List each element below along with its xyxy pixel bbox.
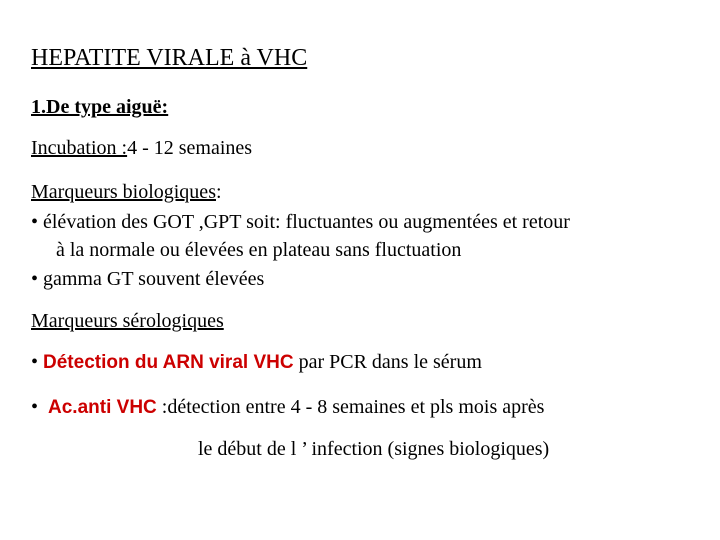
sero-bullet-antibody-rest: :détection entre 4 - 8 semaines et pls mois après [156,396,545,418]
bio-markers-heading-suffix: : [215,181,222,203]
bio-markers-heading-line [31,180,222,204]
incubation-value: 4 - 12 semaines [127,137,253,159]
bio-bullet-transaminases: • élévation des GOT ,GPT soit: fluctuantes ou augmentées et retour [31,211,570,233]
sero-bullet-antibody [31,395,544,420]
section-heading-acute: 1.De type aiguë: [31,96,169,118]
bio-bullet-transaminases-cont: à la normale ou élevées en plateau sans fluctuation [56,239,462,261]
sero-bullet-arn [31,350,482,375]
sero-markers-heading: Marqueurs sérologiques [31,310,224,332]
incubation-line [31,136,252,160]
sero-bullet-antibody-cont: le début de l ’ infection (signes biologiques) [198,438,550,460]
incubation-label: Incubation : [31,137,128,159]
bio-markers-heading: Marqueurs biologiques [31,181,216,203]
highlight-ac-anti-vhc: Ac.anti VHC [48,397,157,418]
bullet-dot: • [31,396,39,418]
bio-bullet-gamma-gt: • gamma GT souvent élevées [31,268,265,290]
highlight-arn-viral: Détection du ARN viral VHC [43,352,294,373]
sero-bullet-arn-rest: par PCR dans le sérum [293,351,482,373]
bullet-dot: • [31,351,39,373]
page-title: HEPATITE VIRALE à VHC [31,45,308,71]
